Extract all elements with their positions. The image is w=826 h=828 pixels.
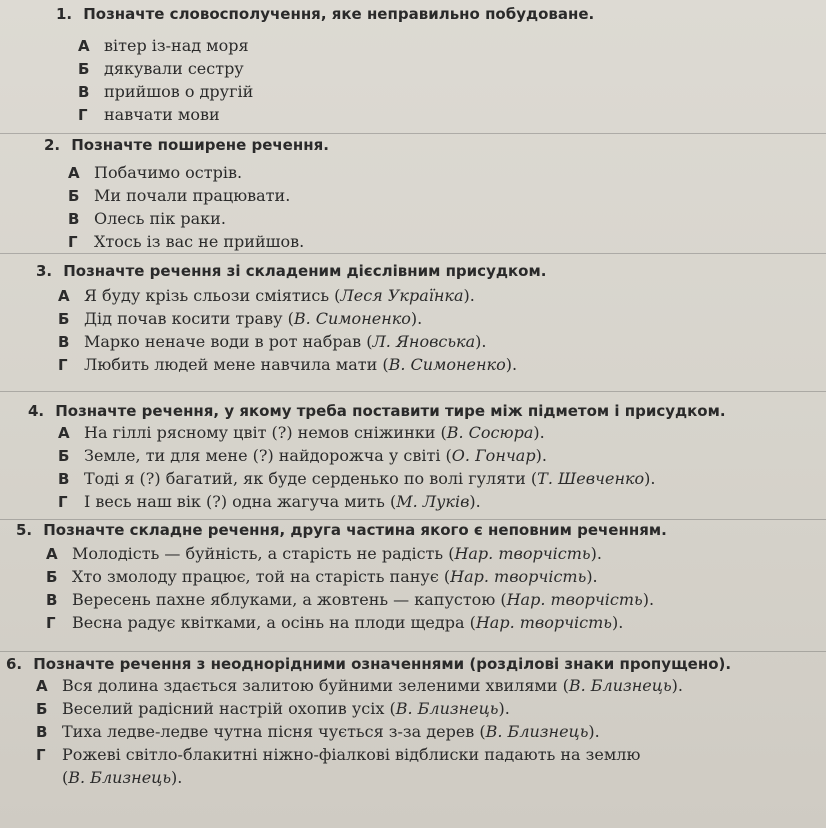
question-number: 4. (28, 402, 45, 420)
option-tail: ). (588, 722, 600, 741)
option-text: Земле, ти для мене (?) найдорожча у світі ( (84, 446, 452, 465)
option-letter: Г (36, 746, 46, 764)
option-letter: В (46, 591, 58, 609)
option-letter: Б (78, 60, 90, 78)
option-tail: ). (586, 567, 598, 586)
option-text: вітер із-над моря (104, 36, 249, 55)
option-letter: Б (58, 310, 70, 328)
option-source: В. Близнець (395, 699, 499, 718)
option-source: В. Симоненко (293, 309, 411, 328)
option-a (58, 284, 546, 307)
option-v (68, 207, 329, 230)
option-text: Хтось із вас не прийшов. (94, 232, 305, 251)
option-text: Тоді я (?) багатий, як буде серденько по волі гуляти ( (84, 469, 538, 488)
option-h (36, 743, 822, 766)
option-letter: В (58, 470, 70, 488)
option-letter: А (68, 164, 80, 182)
option-tail: ). (590, 544, 602, 563)
option-text: І весь наш вік (?) одна жагуча мить ( (84, 492, 397, 511)
option-b (58, 444, 726, 467)
option-h (46, 611, 667, 634)
option-text: Ми почали працювати. (94, 186, 291, 205)
option-source: В. Близнець (68, 768, 172, 787)
option-b (68, 184, 329, 207)
option-b (46, 565, 667, 588)
question-header (44, 135, 329, 155)
option-text: Олесь пік раки. (94, 209, 226, 228)
question-header (36, 261, 546, 281)
option-text: Молодість — буйність, а старість не радість ( (72, 544, 455, 563)
option-continuation (36, 766, 822, 789)
option-v (58, 467, 726, 490)
option-tail: ). (505, 355, 518, 374)
option-letter: А (58, 287, 70, 305)
option-letter: А (46, 545, 58, 563)
question-prompt: Позначте складне речення, друга частина якого є неповним реченням. (43, 521, 667, 539)
option-b (58, 307, 546, 330)
question-prompt: Позначте словосполучення, яке неправильно побудоване. (83, 5, 595, 23)
question-header (56, 4, 594, 24)
option-text: Вся долина здається залитою буйними зеленими хвилями ( (62, 676, 569, 695)
option-source: Нар. творчість (454, 544, 591, 563)
question-prompt: Позначте речення з неоднорідними означеннями (розділові знаки пропущено). (33, 655, 732, 673)
option-source: В. Сосюра (446, 423, 534, 442)
option-tail: ). (463, 286, 475, 305)
option-a (36, 674, 822, 697)
option-a (78, 34, 594, 57)
option-letter: В (58, 333, 70, 351)
option-tail: ). (171, 768, 183, 787)
question-prompt: Позначте речення зі складеним дієслівним присудком. (63, 262, 547, 280)
option-source: Нар. творчість (450, 567, 587, 586)
option-text: Веселий радісний настрій охопив усіх ( (62, 699, 396, 718)
option-letter: А (36, 677, 48, 695)
option-text: Весна радує квітками, а осінь на плоди щедра ( (72, 613, 476, 632)
question-prompt: Позначте поширене речення. (71, 136, 329, 154)
option-text: Побачимо острів. (94, 163, 243, 182)
divider (0, 391, 826, 392)
question-3 (36, 261, 546, 376)
question-5 (16, 520, 667, 634)
option-text: навчати мови (104, 105, 220, 124)
option-v (36, 720, 822, 743)
option-source: Леся Українка (340, 286, 464, 305)
option-text: На гіллі рясному цвіт (?) немов сніжинки ( (84, 423, 447, 442)
option-b (36, 697, 822, 720)
option-source: О. Гончар (451, 446, 536, 465)
option-a (58, 421, 726, 444)
option-letter: Б (46, 568, 58, 586)
option-tail: ). (475, 332, 487, 351)
option-text: дякували сестру (104, 59, 244, 78)
option-source: В. Симоненко (388, 355, 506, 374)
option-text: Рожеві світло-блакитні ніжно-фіалкові відблиски падають на землю (62, 745, 641, 764)
option-letter: Г (46, 614, 56, 632)
option-text: Тиха ледве-ледве чутна пісня чується з-за дерев ( (62, 722, 486, 741)
option-letter: Г (68, 233, 78, 251)
option-v (58, 330, 546, 353)
question-4 (28, 401, 726, 513)
question-number: 1. (56, 5, 73, 23)
option-tail: ). (671, 676, 683, 695)
option-source: Нар. творчість (506, 590, 643, 609)
option-h (78, 103, 594, 126)
option-text: Хто змолоду працює, той на старість панує ( (72, 567, 451, 586)
option-h (58, 353, 546, 376)
option-tail: ). (535, 446, 547, 465)
option-h (68, 230, 329, 253)
option-tail: ). (644, 469, 656, 488)
question-6 (6, 654, 822, 789)
option-text: Любить людей мене навчила мати ( (84, 355, 389, 374)
question-2 (44, 135, 329, 253)
question-prompt: Позначте речення, у якому треба поставити тире між підметом і присудком. (55, 402, 726, 420)
question-header (6, 654, 822, 674)
question-number: 2. (44, 136, 61, 154)
option-tail: ). (469, 492, 481, 511)
option-a (68, 161, 329, 184)
option-text: Я буду крізь сльози сміятись ( (84, 286, 341, 305)
option-letter: Г (58, 493, 68, 511)
question-number: 5. (16, 521, 33, 539)
divider (0, 133, 826, 134)
option-source: Л. Яновська (372, 332, 476, 351)
question-number: 3. (36, 262, 53, 280)
option-v (78, 80, 594, 103)
option-letter: Б (36, 700, 48, 718)
option-source: М. Луків (396, 492, 470, 511)
option-b (78, 57, 594, 80)
option-source: Нар. творчість (475, 613, 613, 632)
option-cont-prefix: ( (62, 768, 69, 787)
option-letter: Г (78, 106, 88, 124)
option-text: Вересень пахне яблуками, а жовтень — капустою ( (72, 590, 507, 609)
question-number: 6. (6, 655, 23, 673)
option-tail: ). (498, 699, 510, 718)
option-source: Т. Шевченко (537, 469, 645, 488)
question-header (28, 401, 726, 421)
option-source: В. Близнець (568, 676, 672, 695)
option-text: Марко неначе води в рот набрав ( (84, 332, 373, 351)
question-header (16, 520, 667, 540)
option-letter: В (36, 723, 48, 741)
divider (0, 651, 826, 652)
divider (0, 253, 826, 254)
option-text: прийшов о другій (104, 82, 254, 101)
option-letter: В (68, 210, 80, 228)
option-tail: ). (612, 613, 624, 632)
option-source: В. Близнець (485, 722, 589, 741)
option-letter: А (58, 424, 70, 442)
option-letter: А (78, 37, 90, 55)
option-h (58, 490, 726, 513)
option-a (46, 542, 667, 565)
question-1 (56, 4, 594, 126)
option-text: Дід почав косити траву ( (84, 309, 294, 328)
option-letter: В (78, 83, 90, 101)
option-tail: ). (642, 590, 655, 609)
option-letter: Б (68, 187, 80, 205)
option-tail: ). (410, 309, 423, 328)
option-v (46, 588, 667, 611)
option-letter: Г (58, 356, 68, 374)
option-tail: ). (533, 423, 545, 442)
option-letter: Б (58, 447, 70, 465)
